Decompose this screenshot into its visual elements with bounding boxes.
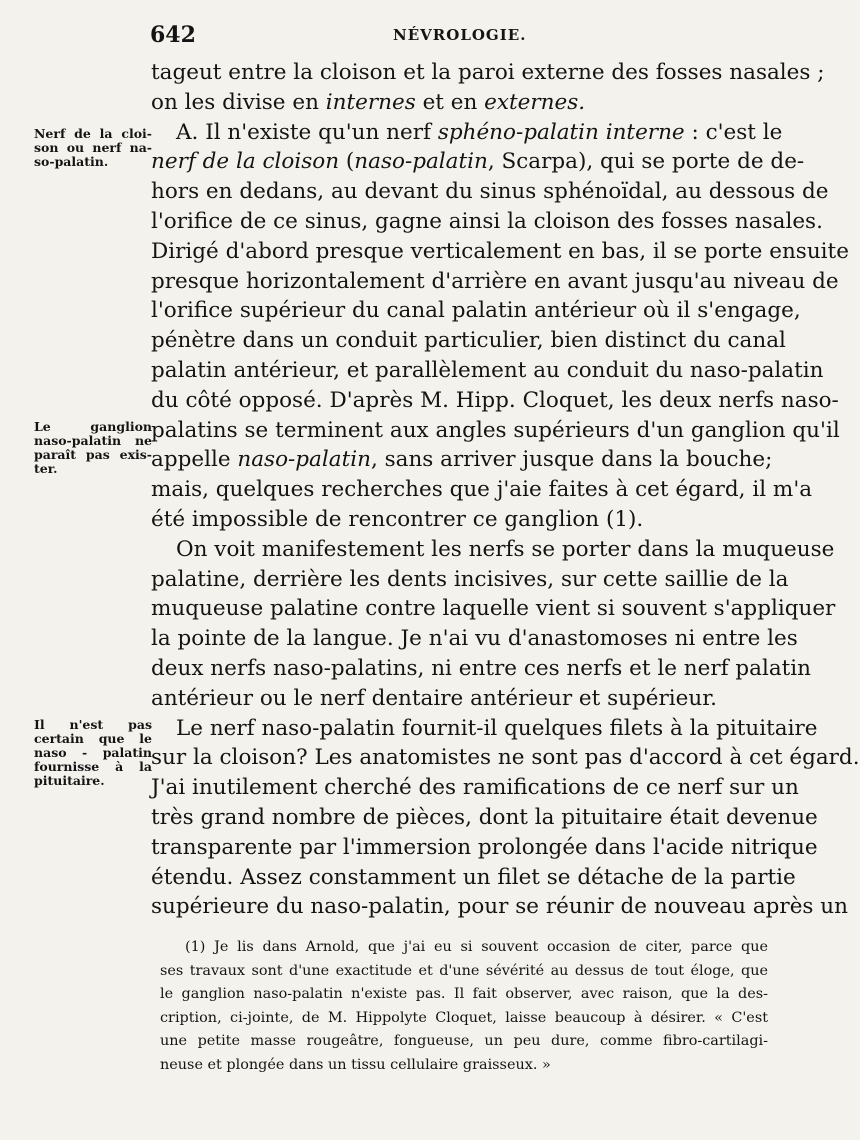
text-line	[151, 714, 818, 744]
text-run: l'orifice supérieur du canal palatin antérieur où il s'engage,	[151, 298, 801, 324]
text-run: muqueuse palatine contre laquelle vient si souvent s'appliquer	[151, 596, 836, 622]
text-line	[151, 892, 848, 922]
text-run: étendu. Assez constamment un filet se détache de la partie	[151, 864, 796, 890]
footnote-line: cription, ci-jointe, de M. Hippolyte Cloquet, laisse beaucoup à désirer. « C'est	[160, 1009, 768, 1026]
body-text	[151, 58, 860, 922]
text-run: l'orifice de ce sinus, gagne ainsi la cloison des fosses nasales.	[151, 208, 823, 234]
text-line	[151, 654, 812, 684]
text-run: , sans arriver jusque dans la bouche;	[370, 447, 773, 473]
footnote-line: une petite masse rougeâtre, fongueuse, un peu dure, comme fibro-cartilagi-	[160, 1033, 768, 1050]
italic-term: naso-palatin	[237, 447, 371, 473]
text-run: été impossible de rencontrer ce ganglion (1).	[151, 506, 644, 532]
text-line	[151, 803, 818, 833]
italic-term: naso-palatin	[354, 149, 488, 175]
text-run: Le nerf naso-palatin fournit-il quelques filets à la pituitaire	[176, 715, 818, 741]
margin-note-line: Il n'est pas	[34, 717, 152, 732]
footnote-line: ses travaux sont d'une exactitude et d'une sévérité au dessus de tout éloge, que	[160, 962, 768, 979]
text-line	[151, 88, 767, 118]
text-line	[151, 535, 835, 565]
footnote-line: (1) Je lis dans Arnold, que j'ai eu si souvent occasion de citer, parce que	[185, 939, 768, 955]
text-run: du côté opposé. D'après M. Hipp. Cloquet, les deux nerfs naso-	[151, 387, 839, 413]
text-line	[151, 118, 783, 148]
text-line	[151, 356, 824, 386]
text-run: On voit manifestement les nerfs se porter dans la muqueuse	[176, 536, 835, 562]
text-run: transparente par l'immersion prolongée dans l'acide nitrique	[151, 834, 818, 860]
text-run: tageut entre la cloison et la paroi externe des fosses nasales ;	[151, 60, 825, 85]
text-run: appelle	[151, 447, 238, 473]
text-line	[151, 147, 805, 177]
margin-note	[34, 420, 152, 476]
text-run: la pointe de la langue. Je n'ai vu d'anastomoses ni entre les	[151, 626, 798, 652]
text-line	[151, 445, 773, 475]
text-line	[151, 58, 825, 88]
margin-note-line: so-palatin.	[34, 154, 109, 169]
margin-note-line: pituitaire.	[34, 773, 105, 788]
italic-term: sphéno-palatin interne	[437, 119, 685, 145]
text-run: Dirigé d'abord presque verticalement en bas, il se porte ensuite	[151, 238, 849, 264]
footnote-line: neuse et plongée dans un tissu cellulaire graisseux. »	[160, 1056, 551, 1073]
text-run: presque horizontalement d'arrière en avant jusqu'au niveau de	[151, 268, 839, 294]
margin-note-line: paraît pas exis-	[34, 447, 152, 462]
text-run: palatine, derrière les dents incisives, sur cette saillie de la	[151, 566, 789, 592]
page-header	[0, 22, 800, 52]
text-line	[151, 326, 786, 356]
text-line	[151, 565, 789, 595]
running-head: NÉVROLOGIE.	[393, 26, 527, 44]
text-run: et en	[415, 89, 485, 115]
footnote	[160, 936, 768, 1078]
text-line	[151, 416, 840, 446]
text-run: très grand nombre de pièces, dont la pituitaire était devenue	[151, 804, 818, 830]
text-run: J'ai inutilement cherché des ramifications de ce nerf sur un	[151, 775, 799, 801]
text-run: mais, quelques recherches que j'aie faites à cet égard, il m'a	[151, 477, 813, 503]
text-run: palatin antérieur, et parallèlement au conduit du naso-palatin	[151, 357, 824, 383]
margin-note	[34, 718, 152, 788]
text-line	[151, 743, 860, 773]
margin-note-line: ter.	[34, 461, 58, 476]
text-line	[151, 505, 767, 535]
text-run: (	[339, 149, 355, 175]
text-run: palatins se terminent aux angles supérieurs d'un ganglion qu'il	[151, 417, 840, 443]
text-run: pénètre dans un conduit particulier, bien distinct du canal	[151, 328, 786, 354]
text-line	[151, 684, 767, 714]
text-run: , Scarpa), qui se porte de de-	[487, 149, 805, 175]
italic-term: externes.	[484, 89, 586, 115]
text-run: hors en dedans, au devant du sinus sphénoïdal, au dessous de	[151, 179, 829, 205]
margin-note-line: certain que le	[34, 731, 152, 746]
text-line	[151, 296, 801, 326]
text-line	[151, 386, 839, 416]
text-run: deux nerfs naso-palatins, ni entre ces nerfs et le nerf palatin	[151, 655, 812, 681]
text-run: : c'est le	[684, 119, 783, 145]
margin-note-line: naso - palatin	[34, 745, 152, 760]
text-line	[151, 624, 798, 654]
text-line	[151, 475, 813, 505]
margin-note-line: Le ganglion	[34, 419, 152, 434]
footnote-line: le ganglion naso-palatin n'existe pas. Il fait observer, avec raison, que la des-	[160, 986, 768, 1003]
text-line	[151, 177, 829, 207]
text-line	[151, 237, 849, 267]
text-run: on les divise en	[151, 89, 326, 115]
text-run: sur la cloison? Les anatomistes ne sont pas d'accord à cet égard.	[151, 745, 860, 771]
text-line	[151, 207, 823, 237]
italic-term: nerf de la cloison	[151, 149, 340, 175]
text-line	[151, 267, 839, 297]
text-line	[151, 594, 836, 624]
text-line	[151, 773, 799, 803]
text-line	[151, 863, 796, 893]
margin-note-line: naso-palatin ne	[34, 433, 152, 448]
text-run: supérieure du naso-palatin, pour se réunir de nouveau après un	[151, 894, 848, 920]
italic-term: internes	[325, 89, 416, 115]
margin-note-line: fournisse à la	[34, 759, 152, 774]
page-number: 642	[150, 22, 196, 48]
text-line	[151, 833, 818, 863]
text-run: A. Il n'existe qu'un nerf	[176, 119, 438, 145]
text-run: antérieur ou le nerf dentaire antérieur et supérieur.	[151, 685, 717, 711]
margin-note-line: son ou nerf na-	[34, 140, 152, 155]
margin-note	[34, 127, 152, 169]
margin-note-line: Nerf de la cloi-	[34, 126, 152, 141]
